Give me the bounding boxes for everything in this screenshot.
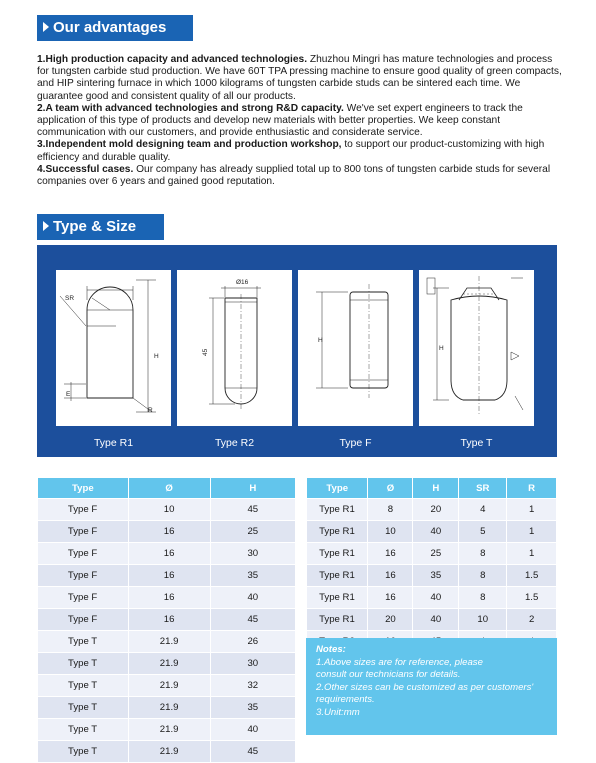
table-cell: 32	[210, 675, 295, 697]
table-cell: 1	[507, 521, 557, 543]
type-f-drawing	[298, 270, 413, 426]
table-cell: 16	[368, 565, 413, 587]
r2-h-label: 45	[202, 348, 209, 356]
table-cell: Type R1	[307, 587, 368, 609]
type-size-title-bar	[37, 214, 164, 240]
drawing-panel-f	[298, 270, 413, 426]
table-cell: Type F	[38, 499, 129, 521]
table-cell: 5	[459, 521, 507, 543]
table-cell: 16	[368, 587, 413, 609]
table-row	[307, 609, 557, 631]
table-cell: 21.9	[128, 697, 210, 719]
table-cell: 45	[210, 741, 295, 763]
caption-r2: Type R2	[214, 437, 255, 449]
advantage-lead: 1.High production capacity and advanced technologies.	[37, 54, 308, 65]
table-row	[38, 653, 296, 675]
table-cell: 35	[413, 565, 459, 587]
table-cell: Type T	[38, 741, 129, 763]
table-row	[38, 609, 296, 631]
table-cell: 26	[210, 631, 295, 653]
table-cell: 25	[210, 521, 295, 543]
table-cell: Type T	[38, 631, 129, 653]
table-body	[38, 499, 296, 763]
table-cell: 8	[459, 565, 507, 587]
table-cell: 1.5	[507, 587, 557, 609]
notes-title: Notes:	[316, 644, 346, 655]
table-row	[38, 521, 296, 543]
advantage-body: We've set expert engineers to track the application of this type of products and develop new materials with better properties. We keep constant communication with our customers, and provide enthusiastic and considerate service.	[37, 102, 523, 139]
advantage-lead: 2.A team with advanced technologies and strong R&D capacity.	[37, 102, 344, 114]
advantage-body: to support our product-customizing with high efficiency and durable quality.	[37, 139, 545, 163]
table-cell: Type R1	[307, 499, 368, 521]
type-r1-drawing	[56, 270, 171, 426]
advantages-title-bar	[37, 15, 193, 41]
col-header-diameter: Ø	[128, 478, 210, 499]
advantages-text	[37, 54, 565, 188]
table-cell: 8	[459, 543, 507, 565]
notes-box	[306, 638, 557, 735]
advantages-title: Our advantages	[53, 19, 167, 36]
type-t-drawing	[419, 270, 534, 426]
table-row	[307, 565, 557, 587]
r1-h-label: H	[154, 353, 159, 360]
note-line: consult our technicians for details.	[316, 669, 461, 680]
table-cell: 1	[507, 499, 557, 521]
caption-f: Type F	[339, 437, 372, 449]
table-row	[38, 697, 296, 719]
size-table-right	[306, 477, 557, 653]
table-cell: Type F	[38, 521, 129, 543]
triangle-bullet-icon	[43, 22, 49, 32]
r1-r-label: R	[148, 407, 153, 414]
table-cell: 2	[507, 609, 557, 631]
table-row	[38, 675, 296, 697]
table-cell: 1	[507, 543, 557, 565]
table-cell: 25	[413, 543, 459, 565]
col-header-h: H	[210, 478, 295, 499]
advantage-body: Our company has already supplied total up to 800 tons of tungsten carbide studs for several companies over 6 years and gained good reputation.	[37, 163, 551, 188]
t-h-label: H	[439, 345, 444, 352]
advantage-item	[37, 103, 565, 140]
table-cell: 20	[413, 499, 459, 521]
table-row	[38, 565, 296, 587]
col-header-sr: SR	[459, 478, 507, 499]
table-cell: 8	[368, 499, 413, 521]
table-cell: 16	[128, 587, 210, 609]
r1-sr-label: SR	[65, 295, 75, 302]
r2-diameter-label: Ø16	[236, 279, 249, 286]
table-cell: 30	[210, 653, 295, 675]
f-h-label: H	[318, 337, 323, 344]
table-cell: 30	[210, 543, 295, 565]
table-header-row	[38, 478, 296, 499]
caption-t: Type T	[460, 437, 493, 449]
advantage-lead: 3.Independent mold designing team and production workshop,	[37, 139, 342, 151]
table-cell: Type T	[38, 653, 129, 675]
table-cell: 16	[128, 543, 210, 565]
table-cell: 21.9	[128, 675, 210, 697]
table-cell: 40	[413, 587, 459, 609]
table-cell: 21.9	[128, 741, 210, 763]
col-header-r: R	[507, 478, 557, 499]
table-cell: 16	[128, 565, 210, 587]
table-cell: 20	[368, 609, 413, 631]
table-cell: Type F	[38, 565, 129, 587]
advantage-item	[37, 164, 565, 188]
note-line: 3.Unit:mm	[316, 706, 360, 718]
col-header-h: H	[413, 478, 459, 499]
note-line: requirements.	[316, 694, 375, 705]
table-row	[307, 521, 557, 543]
table-cell: 10	[459, 609, 507, 631]
table-row	[38, 587, 296, 609]
advantage-item	[37, 139, 565, 163]
table-body	[307, 499, 557, 653]
type-size-title: Type & Size	[53, 218, 137, 235]
table-cell: Type T	[38, 719, 129, 741]
table-row	[38, 719, 296, 741]
table-cell: Type R1	[307, 521, 368, 543]
table-cell: 21.9	[128, 653, 210, 675]
type-r2-drawing	[177, 270, 292, 426]
table-cell: Type T	[38, 697, 129, 719]
table-cell: 40	[413, 521, 459, 543]
table-header-row	[307, 478, 557, 499]
table-cell: 40	[210, 587, 295, 609]
drawing-panel-t	[419, 270, 534, 426]
table-cell: Type F	[38, 543, 129, 565]
table-row	[307, 543, 557, 565]
table-row	[307, 499, 557, 521]
table-cell: 40	[413, 609, 459, 631]
table-cell: Type T	[38, 675, 129, 697]
table-cell: 21.9	[128, 719, 210, 741]
table-cell: 10	[368, 521, 413, 543]
table-cell: 45	[210, 609, 295, 631]
table-row	[38, 741, 296, 763]
table-cell: 8	[459, 587, 507, 609]
table-row	[38, 543, 296, 565]
table-row	[38, 499, 296, 521]
table-row	[38, 631, 296, 653]
table-cell: 10	[128, 499, 210, 521]
table-cell: Type R1	[307, 609, 368, 631]
col-header-type: Type	[38, 478, 129, 499]
advantage-lead: 4.Successful cases.	[37, 163, 134, 175]
table-cell: 4	[459, 499, 507, 521]
table-cell: 40	[210, 719, 295, 741]
advantage-item	[37, 54, 565, 103]
table-cell: Type F	[38, 587, 129, 609]
table-cell: 16	[128, 521, 210, 543]
triangle-bullet-icon	[43, 221, 49, 231]
drawing-panel-r2	[177, 270, 292, 426]
caption-r1: Type R1	[93, 437, 134, 449]
col-header-diameter: Ø	[368, 478, 413, 499]
table-cell: Type R1	[307, 543, 368, 565]
note-line: 1.Above sizes are for reference, please	[316, 656, 483, 668]
table-cell: 35	[210, 565, 295, 587]
table-cell: 35	[210, 697, 295, 719]
table-cell: 16	[368, 543, 413, 565]
r1-e-label: E	[66, 391, 71, 398]
note-line: 2.Other sizes can be customized as per customers'	[316, 681, 534, 693]
advantage-body: Zhuzhou Mingri has mature technologies and process for tungsten carbide stud production. We have 60T TPA pressing machine to ensure good quality of green compacts, and HIP sintering furnace in which 1000 kilograms of tungsten carbide studs can be sintered each time. We guarantee good and consistent quality of all our products.	[37, 54, 562, 102]
table-cell: Type R1	[307, 565, 368, 587]
table-cell: 21.9	[128, 631, 210, 653]
table-cell: 16	[128, 609, 210, 631]
table-cell: Type F	[38, 609, 129, 631]
drawing-panel-r1	[56, 270, 171, 426]
table-cell: 1.5	[507, 565, 557, 587]
size-table-left	[37, 477, 296, 763]
table-row	[307, 587, 557, 609]
col-header-type: Type	[307, 478, 368, 499]
table-cell: 45	[210, 499, 295, 521]
